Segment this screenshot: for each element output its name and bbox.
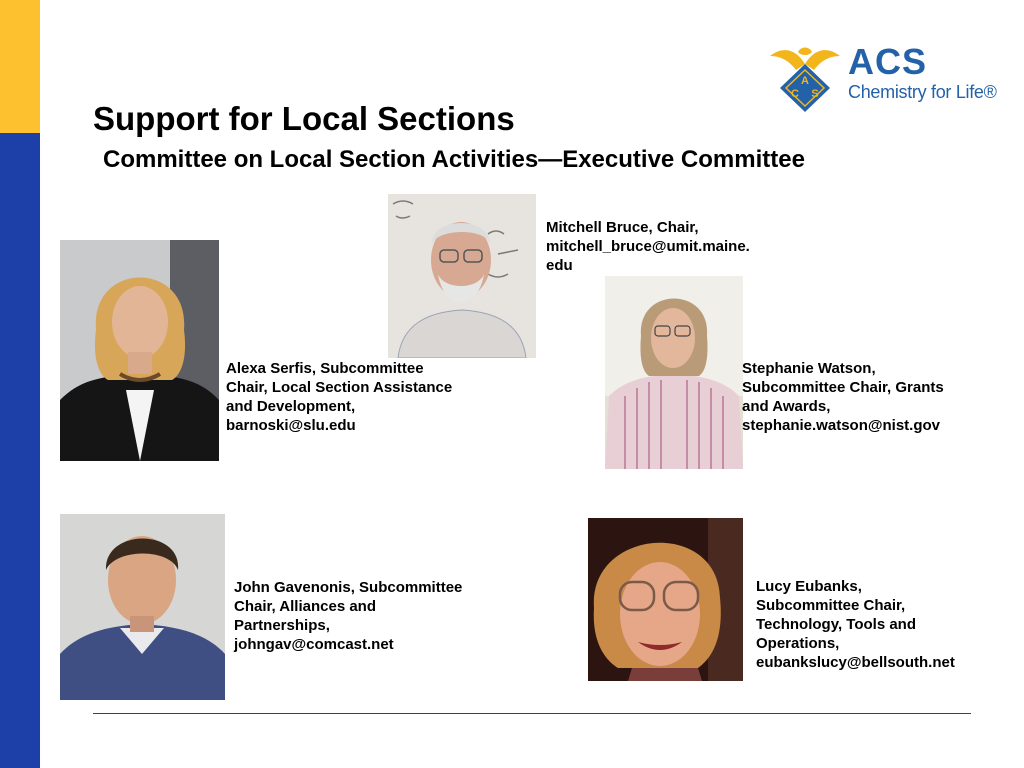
badge-letter-a: A <box>801 75 809 87</box>
caption-line: Subcommittee Chair, <box>756 597 906 614</box>
photo-lucy-eubanks <box>588 518 743 681</box>
caption-stephanie-watson <box>742 359 944 435</box>
acs-logo <box>768 41 997 114</box>
caption-line: Mitchell Bruce, Chair, <box>546 219 699 236</box>
footer-divider <box>93 713 971 714</box>
acs-tagline: Chemistry for Life® <box>848 82 997 102</box>
email-text: barnoski@slu.edu <box>226 417 356 434</box>
caption-line: Operations, <box>756 635 840 652</box>
email-text-cont: edu <box>546 257 573 274</box>
caption-line: Stephanie Watson, <box>742 360 876 377</box>
photo-john-gavenonis <box>60 514 225 700</box>
photo-alexa-serfis <box>60 240 219 461</box>
caption-lucy-eubanks <box>756 577 955 672</box>
photo-mitchell-bruce <box>388 194 536 358</box>
accent-bar-blue <box>0 133 40 768</box>
acs-wordmark: ACS <box>848 41 928 82</box>
badge-letter-c: C <box>791 88 799 100</box>
accent-bar-yellow <box>0 0 40 133</box>
caption-line: Partnerships, <box>234 617 330 634</box>
caption-line: John Gavenonis, Subcommittee <box>234 579 463 596</box>
acs-eagle-badge-icon <box>768 42 842 114</box>
email-text: eubankslucy@bellsouth.net <box>756 654 955 671</box>
caption-line: Subcommittee Chair, Grants <box>742 379 944 396</box>
photo-stephanie-watson <box>605 276 743 469</box>
caption-john-gavenonis <box>234 578 462 654</box>
caption-alexa-serfis <box>226 359 452 435</box>
caption-line: Chair, Local Section Assistance <box>226 379 453 396</box>
email-text: mitchell_bruce@umit.maine. <box>546 238 750 255</box>
caption-mitchell-bruce <box>546 218 750 275</box>
caption-line: Technology, Tools and <box>756 616 916 633</box>
caption-line: Lucy Eubanks, <box>756 578 862 595</box>
email-text: johngav@comcast.net <box>234 636 394 653</box>
slide-subtitle: Committee on Local Section Activities—Executive Committee <box>103 146 805 173</box>
slide-title: Support for Local Sections <box>93 100 515 137</box>
email-text: stephanie.watson@nist.gov <box>742 417 940 434</box>
caption-line: Alexa Serfis, Subcommittee <box>226 360 424 377</box>
caption-line: and Development, <box>226 398 356 415</box>
caption-line: and Awards, <box>742 398 831 415</box>
caption-line: Chair, Alliances and <box>234 598 376 615</box>
badge-letter-s: S <box>811 88 819 100</box>
